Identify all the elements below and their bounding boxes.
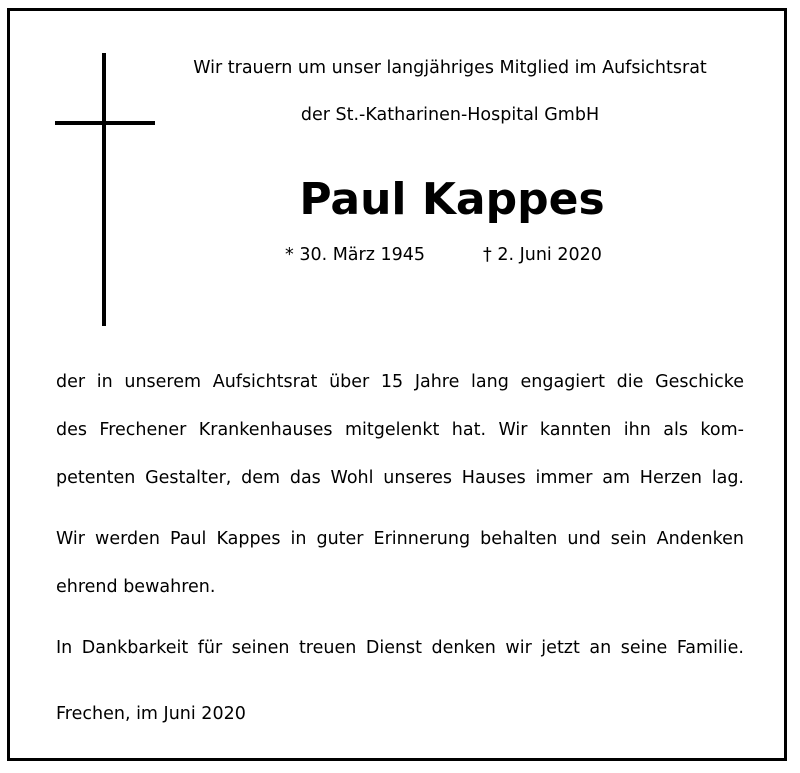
birth-date: * 30. März 1945 <box>285 245 426 265</box>
place-and-date: Frechen, im Juni 2020 <box>56 704 246 724</box>
body-paragraph-2-line-1: Wir werden Paul Kappes in guter Erinnerung behalten und sein Andenken <box>56 529 744 549</box>
death-date: † 2. Juni 2020 <box>483 245 602 265</box>
body-paragraph-2-line-2: ehrend bewahren. <box>56 577 216 597</box>
body-paragraph-1-line-1: der in unserem Aufsichtsrat über 15 Jahre lang engagiert die Geschicke <box>56 372 744 392</box>
cross-vertical-bar <box>102 53 106 326</box>
intro-line-2: der St.-Katharinen-Hospital GmbH <box>300 105 600 125</box>
body-paragraph-1-line-3: petenten Gestalter, dem das Wohl unseres Hauses immer am Herzen lag. <box>56 468 744 488</box>
intro-line-1: Wir trauern um unser langjähriges Mitglied im Aufsichtsrat <box>193 58 707 78</box>
cross-horizontal-bar <box>55 121 155 125</box>
body-paragraph-1-line-2: des Frechener Krankenhauses mitgelenkt hat. Wir kannten ihn als kom- <box>56 420 744 440</box>
body-paragraph-3: In Dankbarkeit für seinen treuen Dienst denken wir jetzt an seine Familie. <box>56 638 744 658</box>
deceased-name: Paul Kappes <box>299 174 605 225</box>
